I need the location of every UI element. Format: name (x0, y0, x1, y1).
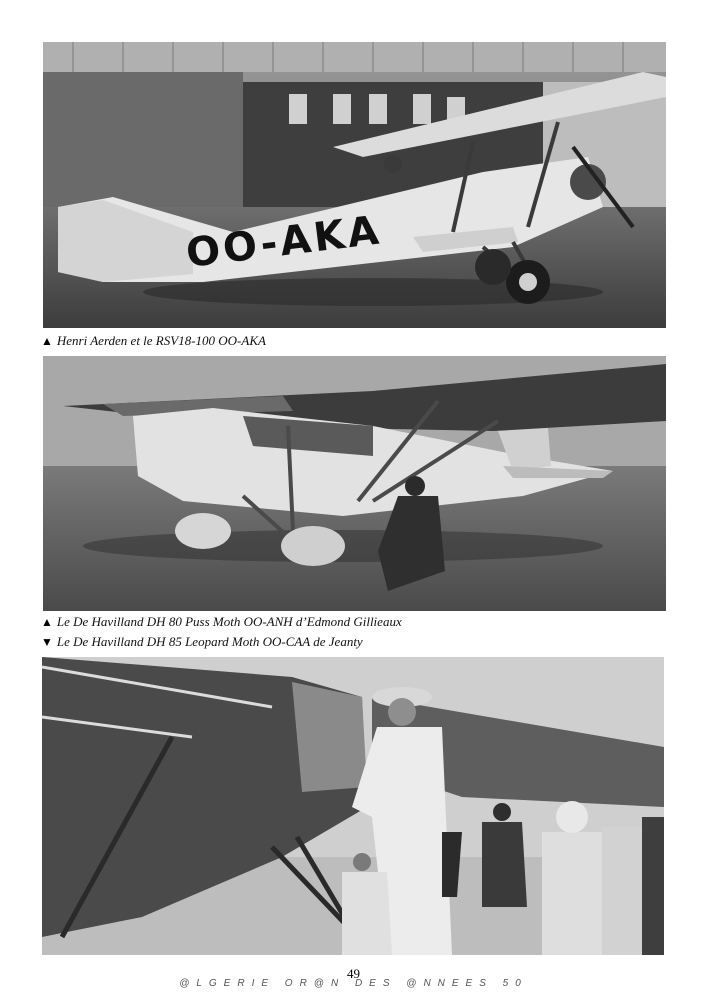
caption-photo-3 (41, 634, 363, 650)
triangle-up-icon: ▲ (41, 334, 53, 348)
photo-puss-moth-oo-anh (43, 356, 666, 611)
running-footer-title: @LGERIE OR@N DES @NNEES 50 (179, 978, 528, 989)
caption-photo-1 (41, 333, 266, 349)
photo-puss-moth-drawing (43, 356, 666, 611)
caption-photo-1-text: Henri Aerden et le RSV18-100 OO-AKA (56, 333, 266, 348)
triangle-down-icon: ▼ (41, 635, 53, 649)
caption-photo-2 (41, 614, 402, 630)
triangle-up-icon: ▲ (41, 615, 53, 629)
caption-photo-2-text: Le De Havilland DH 80 Puss Moth OO-ANH d’Edmond Gillieaux (56, 614, 402, 629)
photo-biplane-oo-aka (43, 42, 666, 328)
photo-leopard-moth-oo-caa (42, 657, 664, 955)
aircraft-registration-marking: OO-AKA (183, 207, 385, 277)
caption-photo-3-text: Le De Havilland DH 85 Leopard Moth OO-CAA de Jeanty (56, 634, 363, 649)
page-number: 49 (347, 966, 360, 981)
photo-leopard-moth-drawing (42, 657, 664, 955)
photo-biplane-oo-aka-drawing (43, 42, 666, 328)
